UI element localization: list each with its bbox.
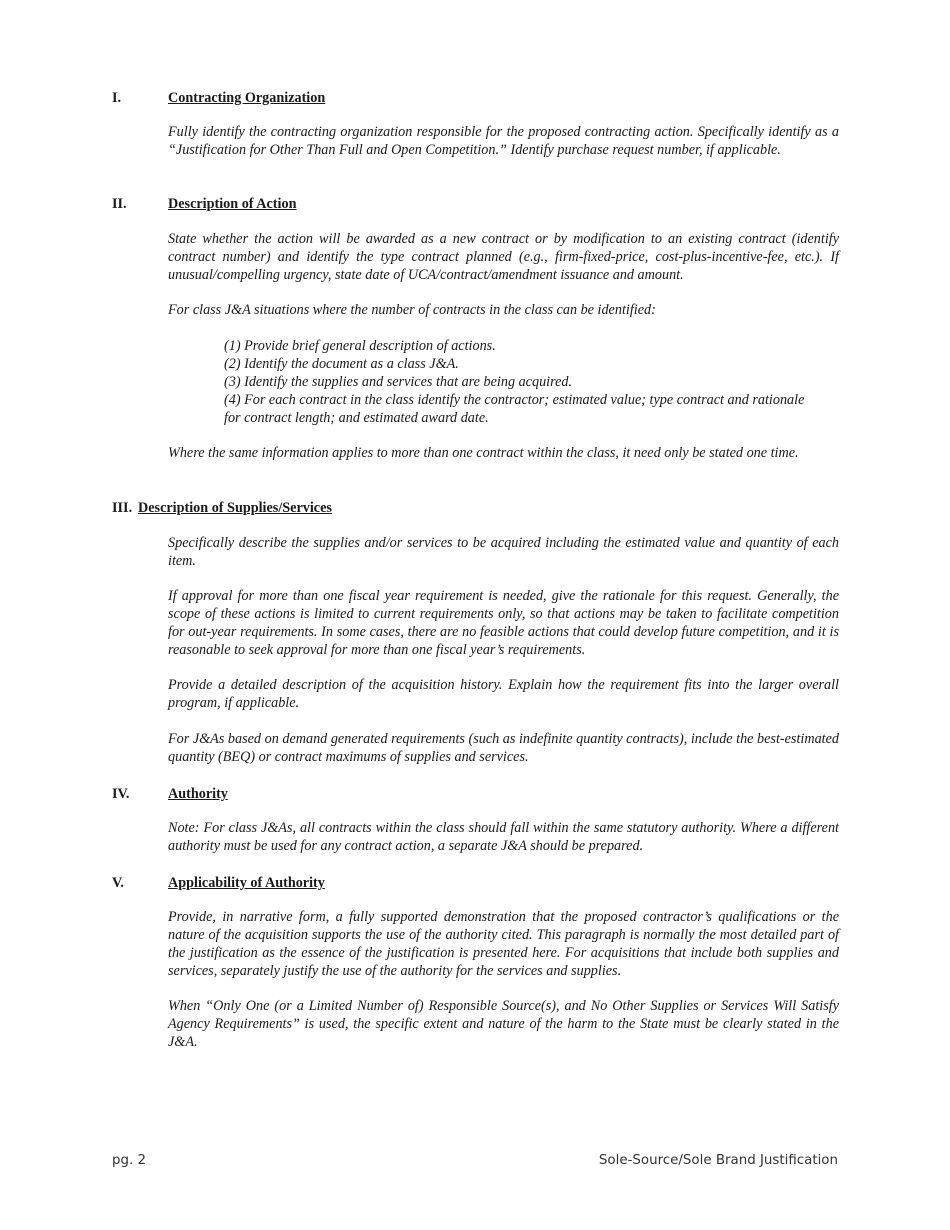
list-item: (3) Identify the supplies and services that are being acquired. [224,373,573,390]
section-1-paragraph-1: Fully identify the contracting organization responsible for the proposed contracting action. Specifically identify as a “Justification for Other Than Full and Open Competition.” Identify purchase request number, if applicable. [168,124,839,158]
section-3-paragraph-3: Provide a detailed description of the acquisition history. Explain how the requirement fits into the larger overall program, if applicable. [168,677,839,711]
section-3-heading [112,499,332,517]
section-5-paragraph-2: When “Only One (or a Limited Number of) Responsible Source(s), and No Other Supplies or Services Will Satisfy Agency Requirements” is used, the specific extent and nature of the harm to the State must be clearly stated in the J&A. [168,998,839,1050]
footer-page-number: pg. 2 [112,1153,147,1168]
list-item: (2) Identify the document as a class J&A. [224,355,459,372]
section-2-paragraph-1: State whether the action will be awarded as a new contract or by modification to an existing contract (identify contract number) and identify the type contract planned (e.g., firm-fixed-price, cost-plus-incentive-fee, etc.). If unusual/compelling urgency, state date of UCA/contract/amendment issuance and amount. [168,231,839,283]
section-2-paragraph-3: Where the same information applies to more than one contract within the class, it need only be stated one time. [168,445,799,461]
section-4-paragraph-1: Note: For class J&As, all contracts within the class should fall within the same statutory authority. Where a different authority must be used for any contract action, a separate J&A should be prepared. [168,820,839,854]
list-item: (1) Provide brief general description of actions. [224,338,496,354]
section-3-paragraph-2: If approval for more than one fiscal year requirement is needed, give the rationale for this request. Generally, the scope of these actions is limited to current requirements only, so that actions may be taken to facilitate competition for out-year requirements. In some cases, there are no feasible actions that could develop future competition, and it is reasonable to seek approval for more than one fiscal year’s requirements. [168,588,839,658]
section-5-numeral: V. [112,875,124,891]
section-1-heading [112,89,325,107]
section-1-title: Contracting Organization [168,90,326,106]
section-3-paragraph-4: For J&As based on demand generated requirements (such as indefinite quantity contracts), include the best-estimated quantity (BEQ) or contract maximums of supplies and services. [168,731,839,765]
section-3-title: Description of Supplies/Services [138,500,332,516]
section-2-title: Description of Action [168,196,297,212]
section-1-numeral: I. [112,90,122,106]
section-2-heading [112,195,296,213]
section-3-numeral: III. [112,500,133,516]
section-4-title: Authority [168,786,228,802]
section-2-list [224,338,824,428]
section-4-numeral: IV. [112,786,130,802]
footer-document-title: Sole-Source/Sole Brand Justification [598,1153,838,1168]
section-5-paragraph-1: Provide, in narrative form, a fully supported demonstration that the proposed contractor’s qualifications or the nature of the acquisition supports the use of the authority cited. This paragraph is normally the most detailed part of the justification as the essence of the justification is presented here. For acquisitions that include both supplies and services, separately justify the use of the authority for the services and supplies. [168,909,839,979]
section-3-paragraph-1: Specifically describe the supplies and/or services to be acquired including the estimated value and quantity of each item. [168,535,839,569]
section-4-heading [112,785,228,803]
section-5-heading [112,874,325,892]
list-item: (4) For each contract in the class identify the contractor; estimated value; type contract and rationale for contract length; and estimated award date. [224,391,805,426]
section-2-numeral: II. [112,196,127,212]
section-2-paragraph-2: For class J&A situations where the number of contracts in the class can be identified: [168,302,656,318]
section-5-title: Applicability of Authority [168,875,325,891]
